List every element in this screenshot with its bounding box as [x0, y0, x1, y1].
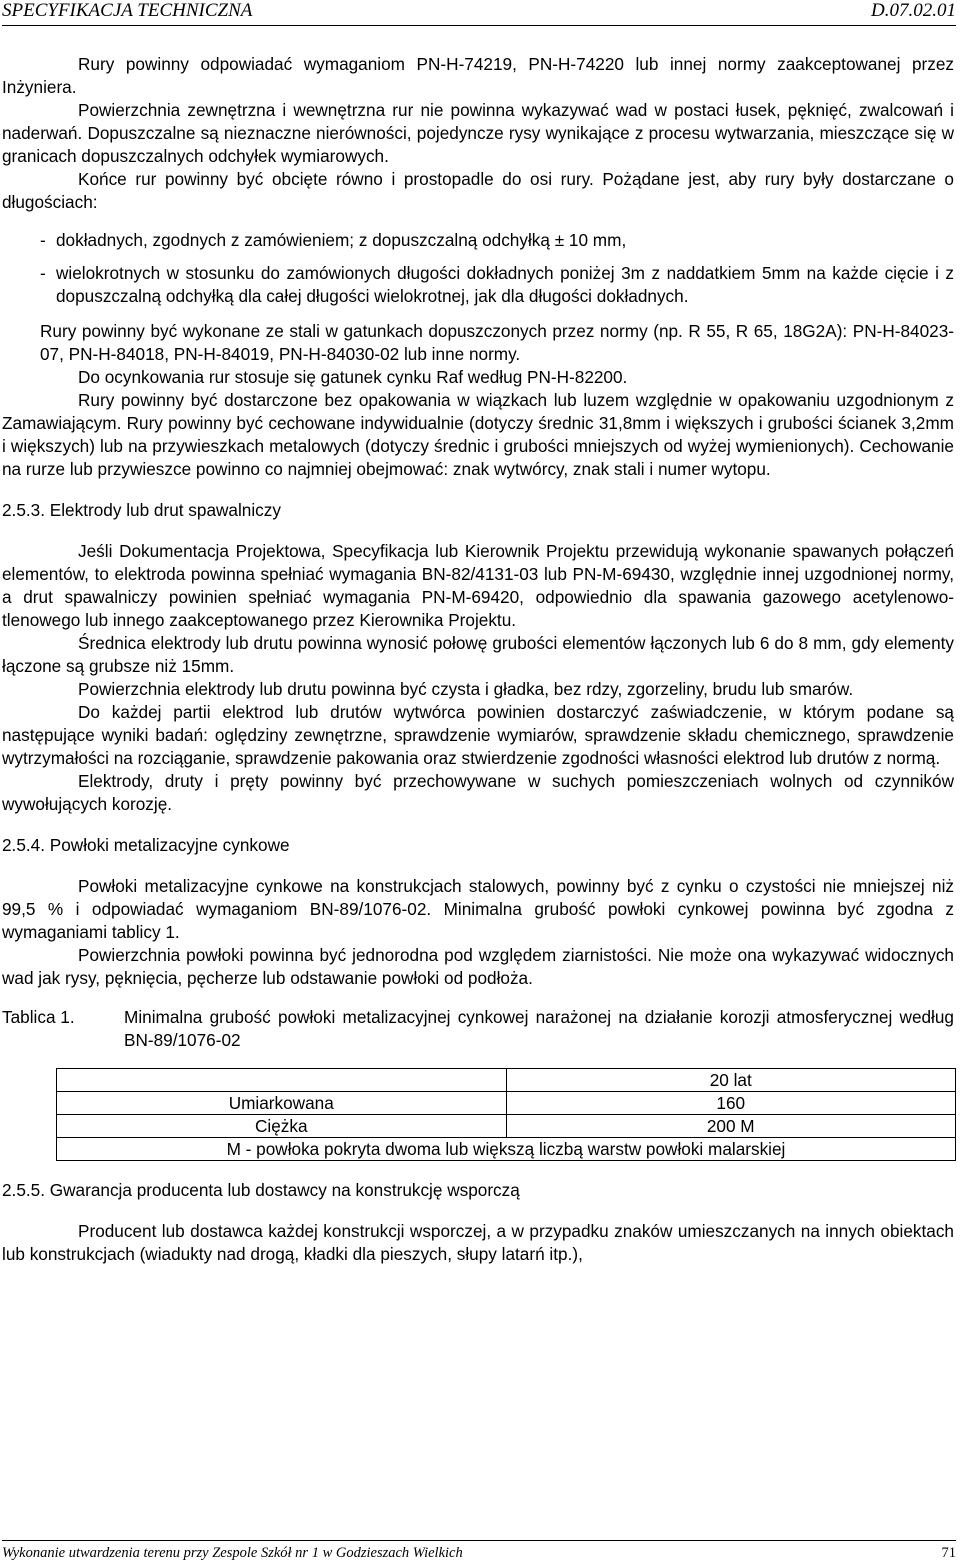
paragraph: Powierzchnia elektrody lub drutu powinna być czysta i gładka, bez rdzy, zgorzeliny, brudu lub smarów.	[78, 679, 854, 699]
table-cell: 20 lat	[506, 1069, 956, 1092]
length-list	[2, 229, 954, 308]
footer-text: Wykonanie utwardzenia terenu przy Zespole Szkół nr 1 w Godzieszach Wielkich	[2, 1545, 463, 1561]
paragraph: Jeśli Dokumentacja Projektowa, Specyfikacja lub Kierownik Projektu przewidują wykonanie spawanych połączeń elementów, to elektroda powinna spełniać wymagania BN-82/4131-03 lub PN-M-69430, względnie innej uzgodnionej normy, a drut spawalniczy powinien spełniać wymagania PN-M-69420, odpowiednio dla spawania gazowego acetylenowo-tlenowego lub innego zaakceptowanego przez Kierownika Projektu.	[2, 541, 954, 630]
table-footnote: M - powłoka pokryta dwoma lub większą liczbą warstw powłoki malarskiej	[57, 1138, 956, 1161]
paragraph: Elektrody, druty i pręty powinny być przechowywane w suchych pomieszczeniach wolnych od czynników wywołujących korozję.	[2, 771, 954, 814]
list-item-text: dokładnych, zgodnych z zamówieniem; z dopuszczalną odchyłką ± 10 mm,	[56, 230, 627, 250]
paragraph: Do każdej partii elektrod lub drutów wytwórca powinien dostarczyć zaświadczenie, w którym podane są następujące wyniki badań: oględziny zewnętrzne, sprawdzenie wymiarów, sprawdzenie składu chemicznego, sprawdzenie wytrzymałości na rozciąganie, sprawdzenie pakowania oraz stwierdzenie zgodności własności elektrod lub drutów z normą.	[2, 702, 954, 768]
table-row	[57, 1115, 956, 1138]
paragraph: Średnica elektrody lub drutu powinna wynosić połowę grubości elementów łączonych lub 6 do 8 mm, gdy elementy łączone są grubsze niż 15mm.	[2, 633, 954, 676]
section-heading-2-5-3: 2.5.3. Elektrody lub drut spawalniczy	[2, 500, 281, 520]
coating-thickness-table	[56, 1068, 956, 1161]
header-code: D.07.02.01	[871, 0, 956, 21]
table-caption	[2, 1006, 954, 1052]
list-item: - dokładnych, zgodnych z zamówieniem; z dopuszczalną odchyłką ± 10 mm,	[2, 229, 954, 252]
paragraph: Końce rur powinny być obcięte równo i prostopadle do osi rury. Pożądane jest, aby rury były dostarczane o długościach:	[2, 169, 954, 212]
table-cell: 160	[506, 1092, 956, 1115]
paragraph: Powierzchnia powłoki powinna być jednorodna pod względem ziarnistości. Nie może ona wykazywać widocznych wad jak rysy, pęknięcia, pęcherze lub odstawanie powłoki od podłoża.	[2, 945, 954, 988]
section-heading-2-5-4: 2.5.4. Powłoki metalizacyjne cynkowe	[2, 835, 290, 855]
paragraph: Rury powinny być dostarczone bez opakowania w wiązkach lub luzem względnie w opakowaniu uzgodnionym z Zamawiającym. Rury powinny być cechowane indywidualnie (dotyczy średnic 31,8mm i większych i grubości ścianek 3,2mm i większych) lub na przywieszkach metalowych (dotyczy średnic i grubości mniejszych od wyżej wymienionych). Cechowanie na rurze lub przywieszce powinno co najmniej obejmować: znak wytwórcy, znak stali i numer wytopu.	[2, 390, 954, 479]
table-row	[57, 1069, 956, 1092]
paragraph: Do ocynkowania rur stosuje się gatunek cynku Raf według PN-H-82200.	[78, 367, 628, 387]
paragraph: Powierzchnia zewnętrzna i wewnętrzna rur nie powinna wykazywać wad w postaci łusek, pęknięć, zwalcowań i naderwań. Dopuszczalne są nieznaczne nierówności, pojedyncze rysy wynikające z procesu wytwarzania, mieszczące się w granicach dopuszczalnych odchyłek wymiarowych.	[2, 100, 954, 166]
paragraph: Powłoki metalizacyjne cynkowe na konstrukcjach stalowych, powinny być z cynku o czystości nie mniejszej niż 99,5 % i odpowiadać wymaganiom BN-89/1076-02. Minimalna grubość powłoki cynkowej powinna być zgodna z wymaganiami tablicy 1.	[2, 876, 954, 942]
table-cell: 200 M	[506, 1115, 956, 1138]
table-row	[57, 1138, 956, 1161]
footer-rule	[2, 1540, 956, 1541]
list-item-text: wielokrotnych w stosunku do zamówionych długości dokładnych poniżej 3m z naddatkiem 5mm na każde cięcie i z dopuszczalną odchyłką dla całej długości wielokrotnej, jak dla długości dokładnych.	[56, 263, 954, 306]
table-row	[57, 1092, 956, 1115]
table-cell: Ciężka	[57, 1115, 507, 1138]
page-number: 71	[941, 1545, 956, 1561]
paragraph: Rury powinny odpowiadać wymaganiom PN-H-74219, PN-H-74220 lub innej normy zaakceptowanej przez Inżyniera.	[2, 54, 954, 97]
paragraph: Rury powinny być wykonane ze stali w gatunkach dopuszczonych przez normy (np. R 55, R 65, 18G2A): PN-H-84023-07, PN-H-84018, PN-H-84019, PN-H-84030-02 lub inne normy.	[40, 321, 954, 364]
table-cell	[57, 1069, 507, 1092]
list-item: - wielokrotnych w stosunku do zamówionych długości dokładnych poniżej 3m z naddatkiem 5mm na każde cięcie i z dopuszczalną odchyłką dla całej długości wielokrotnej, jak dla długości dokładnych.	[40, 263, 954, 306]
header-rule	[2, 25, 956, 26]
table-caption-text: Minimalna grubość powłoki metalizacyjnej cynkowej narażonej na działanie korozji atmosferycznej według BN-89/1076-02	[124, 1007, 954, 1050]
table-label: Tablica 1.	[2, 1007, 75, 1027]
header-title: SPECYFIKACJA TECHNICZNA	[2, 0, 253, 21]
document-body	[2, 53, 954, 1266]
paragraph: Producent lub dostawca każdej konstrukcji wsporczej, a w przypadku znaków umieszczanych na innych obiektach lub konstrukcjach (wiadukty nad drogą, kładki dla pieszych, słupy latarń itp.),	[2, 1221, 954, 1264]
table-cell: Umiarkowana	[57, 1092, 507, 1115]
section-heading-2-5-5: 2.5.5. Gwarancja producenta lub dostawcy na konstrukcję wsporczą	[2, 1180, 520, 1200]
